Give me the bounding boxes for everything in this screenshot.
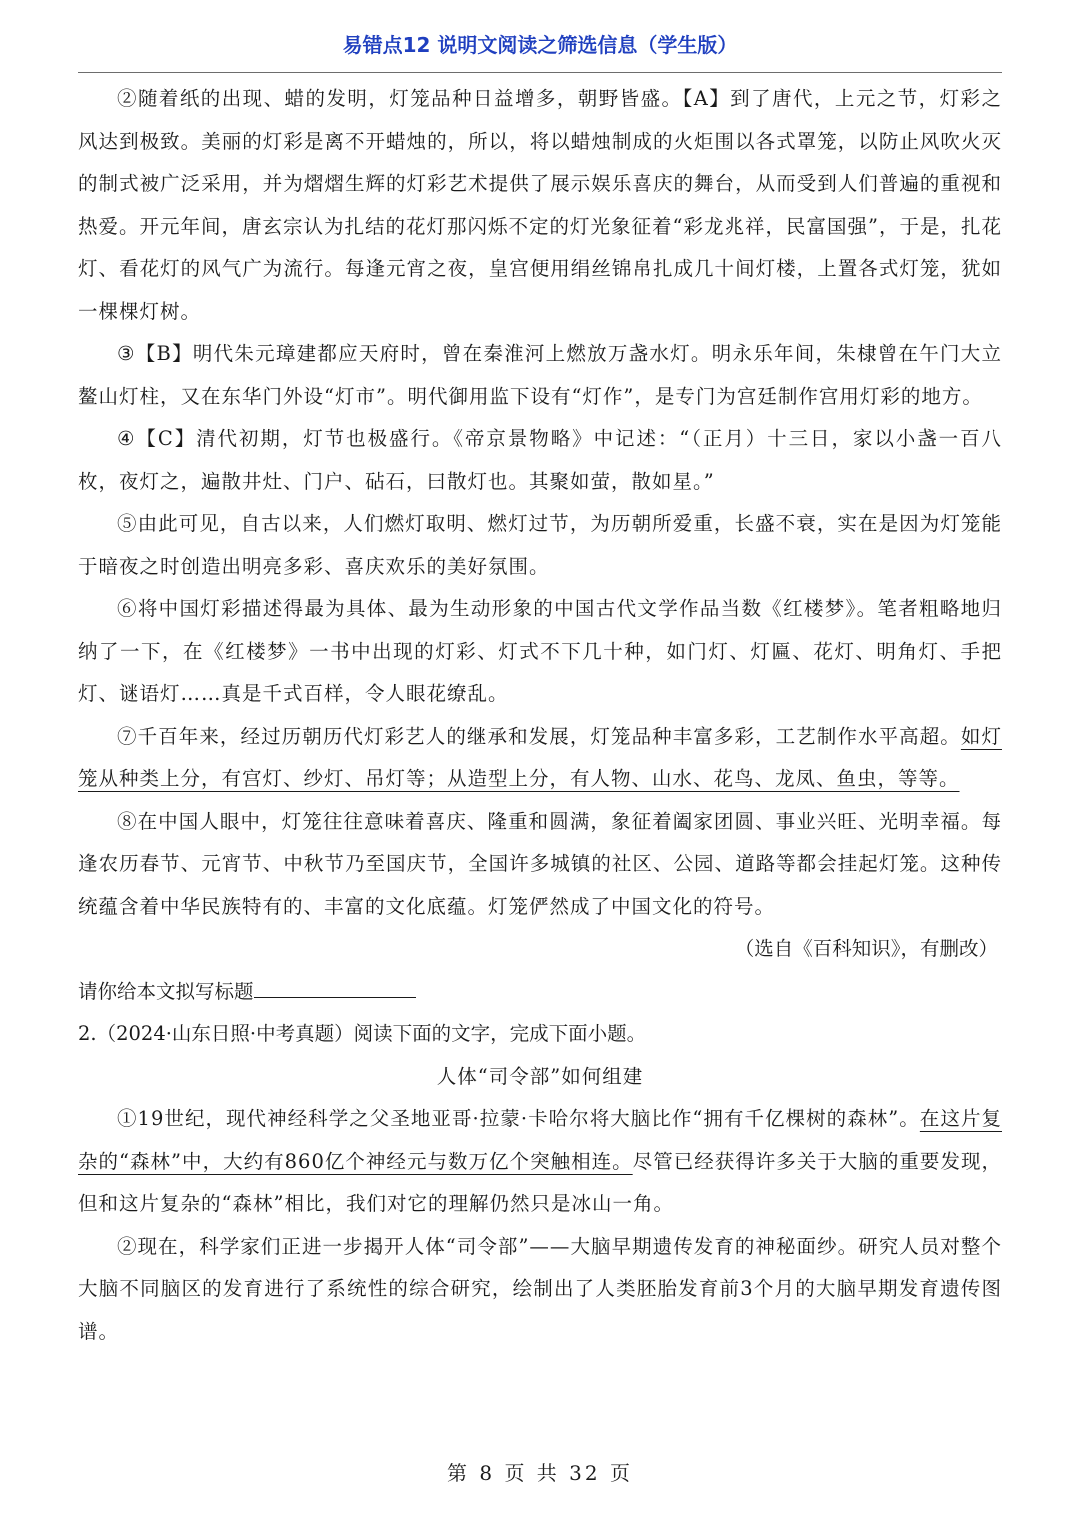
article1-paragraph-6: ⑥将中国灯彩描述得最为具体、最为生动形象的中国古代文学作品当数《红楼梦》。笔者粗略地归纳了一下，在《红楼梦》一书中出现的灯彩、灯式不下几十种，如门灯、灯匾、花灯、明角灯、手把灯、谜语灯……真是千式百样，令人眼花缭乱。 bbox=[78, 597, 1002, 705]
article2-title: 人体“司令部”如何组建 bbox=[436, 1064, 644, 1088]
page-header bbox=[78, 30, 1002, 73]
question2-intro: 2.（2024·山东日照·中考真题）阅读下面的文字，完成下面小题。 bbox=[78, 1022, 647, 1045]
article1-paragraph-3: ③【B】明代朱元璋建都应天府时，曾在秦淮河上燃放万盏水灯。明永乐年间，朱棣曾在午门大立鳌山灯柱，又在东华门外设“灯市”。明代御用监下设有“灯作”，是专门为宫廷制作宫用灯彩的地方。 bbox=[78, 342, 1002, 408]
question-prompt-text: 请你给本文拟写标题 bbox=[78, 979, 254, 1003]
paragraph-7-text: ⑦千百年来，经过历朝历代灯彩艺人的继承和发展，灯笼品种丰富多彩，工艺制作水平高超。 bbox=[117, 724, 961, 748]
article1-paragraph-7 bbox=[78, 716, 1002, 801]
article2-paragraph-2: ②现在，科学家们正进一步揭开人体“司令部”——大脑早期遗传发育的神秘面纱。研究人员对整个大脑不同脑区的发育进行了系统性的综合研究，绘制出了人类胚胎发育前3个月的大脑早期发育遗传图谱。 bbox=[78, 1234, 1002, 1343]
article1-paragraph-8: ⑧在中国人眼中，灯笼往往意味着喜庆、隆重和圆满，象征着阖家团圆、事业兴旺、光明幸福。每逢农历春节、元宵节、中秋节乃至国庆节，全国许多城镇的社区、公园、道路等都会挂起灯笼。这种传统蕴含着中华民族特有的、丰富的文化底蕴。灯笼俨然成了中国文化的符号。 bbox=[78, 809, 1002, 918]
document-body bbox=[78, 78, 1002, 1353]
header-title: 易错点12 说明文阅读之筛选信息（学生版） bbox=[342, 33, 738, 57]
article1-paragraph-5: ⑤由此可见，自古以来，人们燃灯取明、燃灯过节，为历朝所爱重，长盛不衰，实在是因为灯笼能于暗夜之时创造出明亮多彩、喜庆欢乐的美好氛围。 bbox=[78, 512, 1002, 578]
question-title-prompt bbox=[78, 971, 1002, 1014]
page-number: 第 8 页 共 32 页 bbox=[447, 1461, 633, 1485]
underlined-sentence: 如灯笼从种类上分，有宫灯、纱灯、吊灯等；从造型上分，有人物、山水、花鸟、龙凤、鱼虫，等等。 bbox=[78, 724, 1002, 790]
article1-paragraph-2: ②随着纸的出现、蜡的发明，灯笼品种日益增多，朝野皆盛。【A】到了唐代，上元之节，灯彩之风达到极致。美丽的灯彩是离不开蜡烛的，所以，将以蜡烛制成的火炬围以各式罩笼，以防止风吹火灭的制式被广泛采用，并为熠熠生辉的灯彩艺术提供了展示娱乐喜庆的舞台，从而受到人们普遍的重视和热爱。开元年间，唐玄宗认为扎结的花灯那闪烁不定的灯光象征着“彩龙兆祥，民富国强”，于是，扎花灯、看花灯的风气广为流行。每逢元宵之夜，皇宫便用绢丝锦帛扎成几十间灯楼，上置各式灯笼，犹如一棵棵灯树。 bbox=[78, 87, 1002, 323]
article2-p1-text-a: ①19世纪，现代神经科学之父圣地亚哥·拉蒙·卡哈尔将大脑比作“拥有千亿棵树的森林”。 bbox=[117, 1107, 920, 1130]
underlined-sentence-2: 在这片复杂的“森林”中，大约有860亿个神经元与数万亿个突触相连。 bbox=[78, 1107, 1002, 1173]
article2-paragraph-1 bbox=[78, 1098, 1002, 1226]
answer-blank[interactable] bbox=[254, 973, 416, 998]
article1-paragraph-4: ④【C】清代初期，灯节也极盛行。《帝京景物略》中记述：“（正月）十三日，家以小盏一百八枚，夜灯之，遍散井灶、门户、砧石，曰散灯也。其聚如萤，散如星。” bbox=[78, 427, 1002, 493]
article2-p1-text-b: 尽管已经获得许多关于大脑的重要发现，但和这片复杂的“森林”相比，我们对它的理解仍然只是冰山一角。 bbox=[78, 1149, 1002, 1215]
source-citation: （选自《百科知识》，有删改） bbox=[734, 937, 998, 960]
